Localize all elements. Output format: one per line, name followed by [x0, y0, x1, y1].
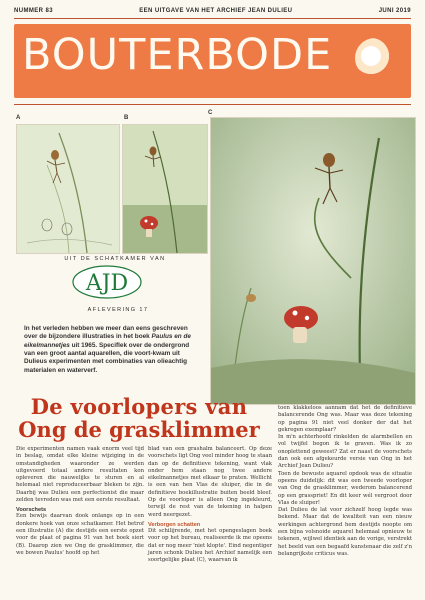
sketch-drawing [17, 125, 119, 253]
logo-text: AJD [85, 271, 129, 296]
column-1-paragraph-1: Die experimenten namen vaak enorm veel tijd in beslag, omdat elke kleine wijziging in de omstandigheden waaronder ze werden uitgevoerd totaal andere resultaten kon opleveren die nauwelijks te sturen en al helemaal niet reproduceerbaar bleken te zijn. Daarbij was Dulieu een perfectionist die maar zelden tevreden was met een eerste resultaat. [16, 446, 144, 504]
illustration-c [210, 117, 416, 405]
headline-line-2: Ong de grasklimmer [18, 416, 260, 442]
column-3-paragraph-1: toen klakkeloos aannam dat het de definitieve balancerende Ong was. Maar was deze tekening op pagina 91 niet veel donker der dat het gekregen exemplaar? [278, 405, 412, 433]
issue-date: JUNI 2019 [378, 8, 411, 14]
intro-paragraph [24, 325, 194, 375]
book-page-drawing [123, 125, 207, 253]
illustration-b [122, 124, 208, 254]
publisher-line: EEN UITGAVE VAN HET ARCHIEF JEAN DULIEU [139, 8, 293, 14]
acorn-swirl-logo [355, 38, 395, 78]
top-divider [14, 18, 411, 19]
masthead-title: BOUTERBODE [22, 30, 333, 80]
column-2-paragraph-1: blad van een grashalm balanceert. Op deze voorschets ligt Ong veel minder hoog te staan dan op de definitieve tekening, want vlak onder hem staan nog twee andere eikelmannetjes met elkaar te praten. Wellicht is een van hen Vlas de sluiper, die in de definitieve boekillustratie buiten beeld bleef. Op de voorloper is alleen Ong ingekleurd, terwijl de rest van de tekening in halpen werd neergezet. [148, 446, 272, 518]
masthead [14, 24, 411, 98]
article-column-3 [278, 405, 412, 558]
masthead-divider [14, 104, 411, 105]
column-1-paragraph-2: Een bewijs daarvan dook onlangs op in een donkere hoek van onze schatkamer. Het betrof een illustratie (A) die destijds een eerste opzet voor de plaat of pagina 91 van het boek siert (B). Daarop zien we Ong de grasklimmer, die we bowen Paulus' hoofd op het [16, 513, 144, 556]
book-title: Paulus en de eikelmannetjes [24, 333, 191, 349]
column-3-paragraph-3: Toen de bewuste aquarel opdook was de situatie opeens duidelijk: dit was een tweede voorloper van Ong de grasklimmer, wederom balancerend op een grasspriet! En dit keer wél vergroot door Vlas de sluiper! [278, 470, 412, 506]
panel-label-a: A [16, 115, 21, 121]
intro-text-part-2: uit 1965. Speciflek over de ondergrond van een groot aantal aquarellen, die voort-kwam uit Dulieus experimenten met combinaties van olieachtig materialen en waterverf. [24, 341, 190, 374]
article-column-1 [16, 446, 144, 557]
headline-line-1: De voorlopers van [30, 394, 248, 419]
ajd-logo [72, 265, 142, 299]
ajd-logo-graphic [72, 265, 142, 299]
intro-text-part-1: In het verleden hebben we meer dan eens geschreven over de bijzondere illustraties in het boek [24, 325, 188, 341]
column-3-paragraph-4: Dat Dulieu de lat voor zichzelf hoog legde was bekend. Maar dat de kwaliteit van een nieuw werkingen achtergrond hem destijds noopte om een bijna volsnoide aquarel helemaal opnieuw te tekenen, wijlwel identiek aan de vorige, verstrekt het beeld van een begaafd kunstenaar die zelf z'n belangrijkste criticus was. [278, 507, 412, 557]
panel-label-b: B [124, 115, 129, 121]
issue-number: NUMMER 83 [14, 8, 53, 14]
episode-label: AFLEVERING 17 [87, 307, 149, 313]
column-1-subheading: Voorschets [16, 507, 47, 514]
article-column-2 [148, 446, 272, 564]
column-2-paragraph-2: Dit schilijrende, met het opengeslagen boek voor op het bureau, realiseerde ik me opeens dat er nog meer 'niet klopte'. Eind negentiger jaren schonk Dulieu het Archief namelijk een soortgelijke plaat (C), waarvan ik [148, 527, 272, 564]
article-headline [14, 396, 264, 441]
panel-label-c: C [208, 110, 213, 116]
top-info-bar [14, 6, 411, 16]
column-3-paragraph-2: In m'n achterhoofd rinkelden de alarmbellen en vol twijfel begon ik te graven. Was ik zo onoplettend geweest? Zat er naast de voorschets dan ook een afgekeurde versie van Ong in het Archief Jean Dulieu? [278, 434, 412, 470]
illustration-a [16, 124, 120, 254]
series-label: UIT DE SCHATKAMER VAN [64, 256, 166, 262]
watercolour-drawing [211, 118, 415, 404]
column-2-subheading: Verborgen schatten [148, 521, 201, 528]
